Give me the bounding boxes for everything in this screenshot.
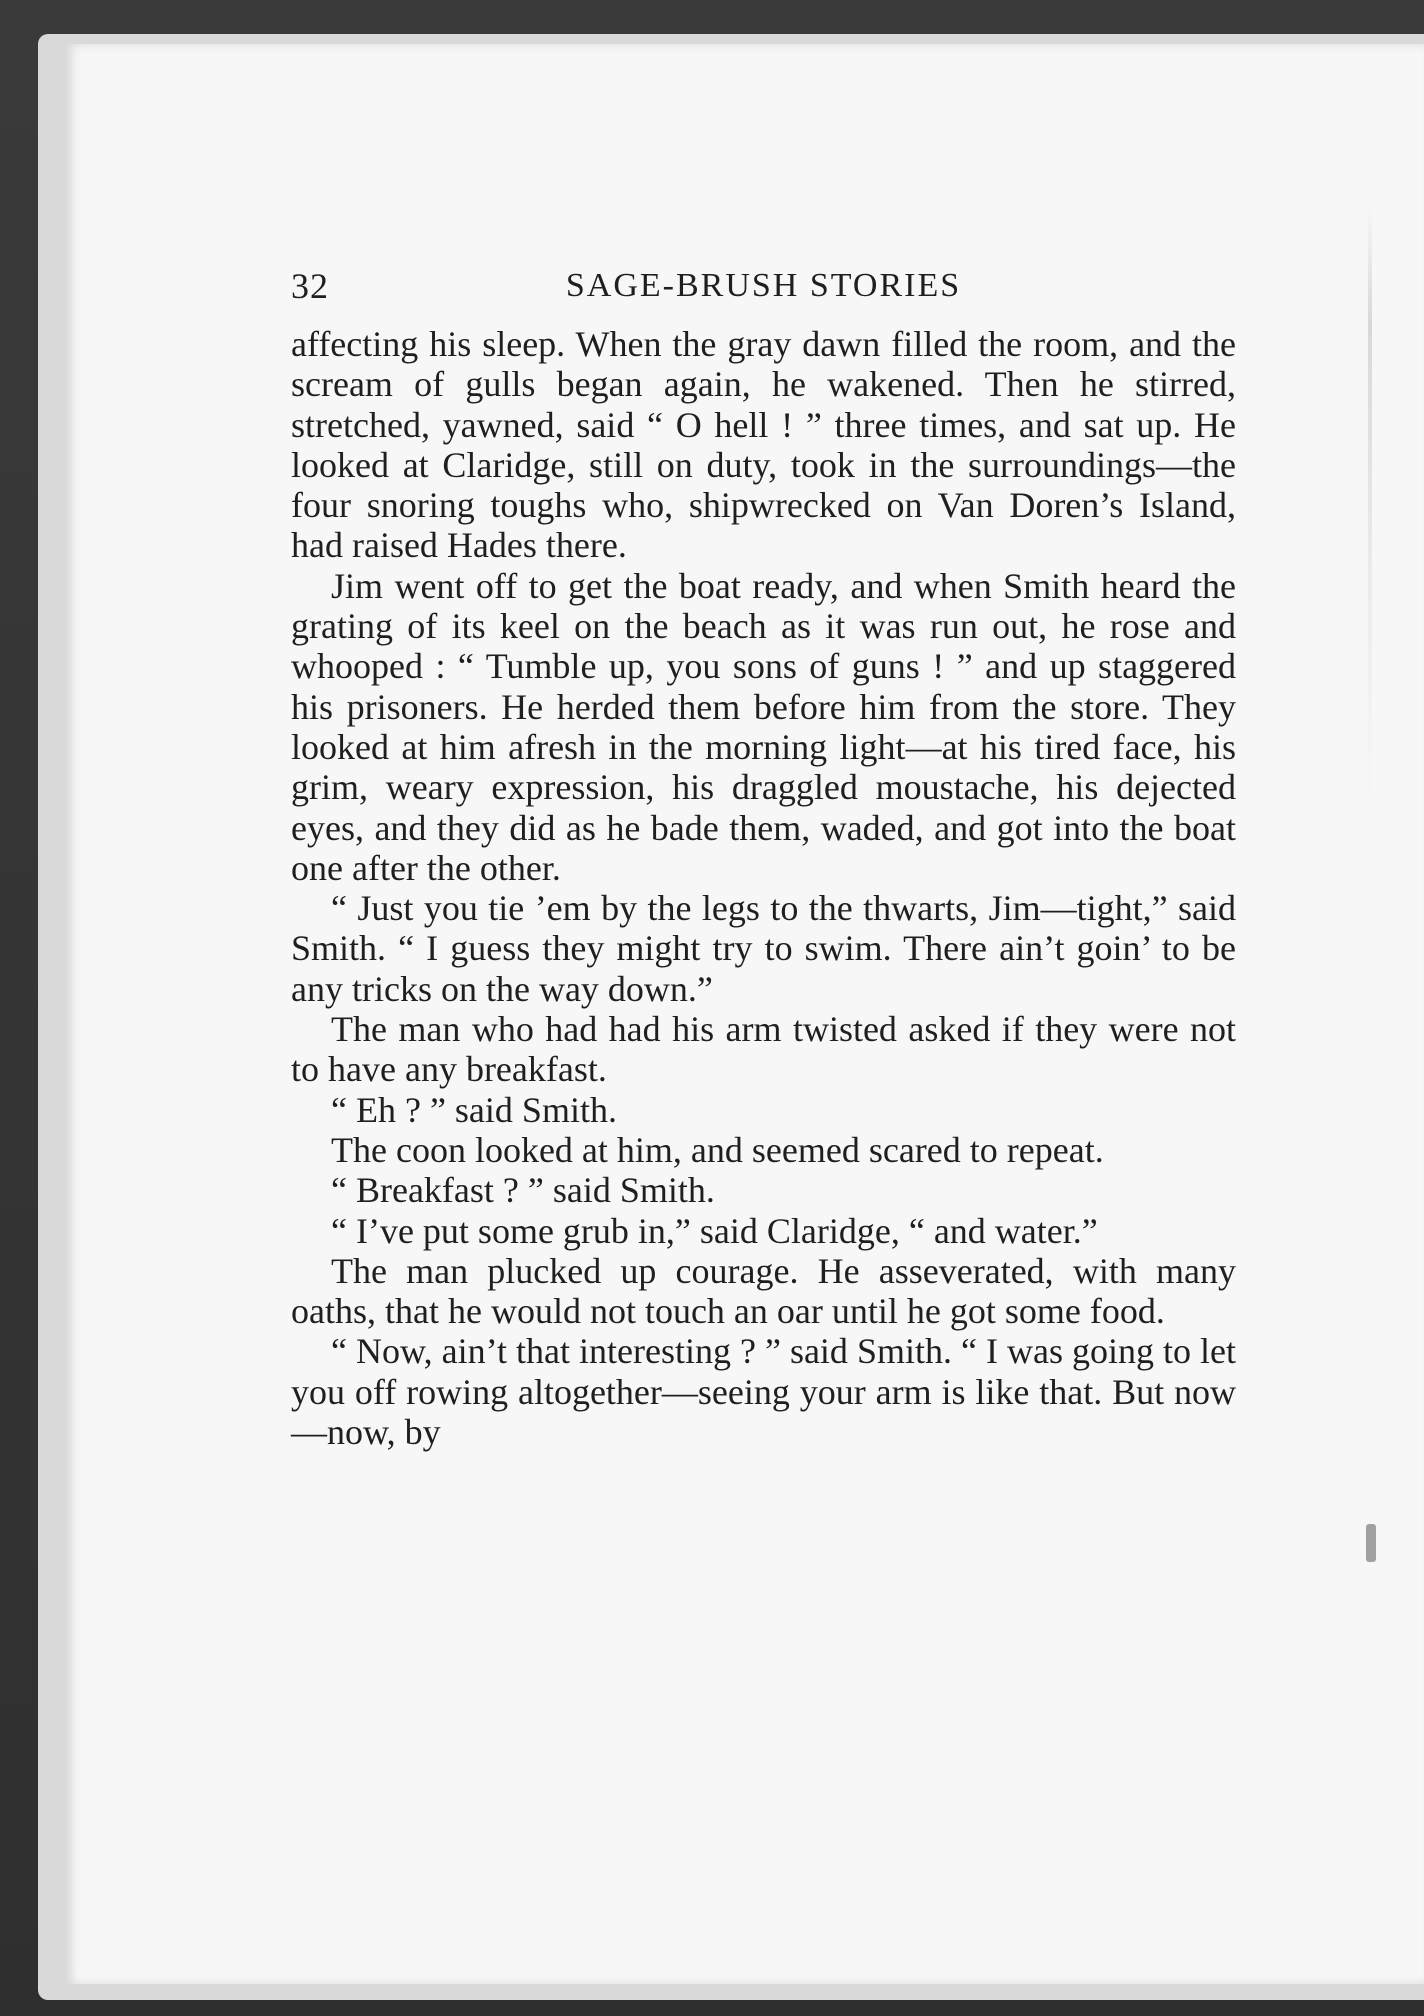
paragraph-2: Jim went off to get the boat ready, and when Smith heard the grating of its keel on the beach as it was run out, he rose and whooped : “ Tumble up, you sons of guns ! ” and up staggered his prisoners. He herded them before him from the store. They looked at him afresh in the morning light—at his tired face, his grim, weary expression, his draggled moustache, his dejected eyes, and they did as he bade them, waded, and got into the boat one after the other. <box>291 565 1236 888</box>
book-page <box>66 44 1424 1984</box>
page-content <box>291 248 1236 1452</box>
paragraph-8: “ I’ve put some grub in,” said Claridge, “ and water.” <box>331 1210 1098 1251</box>
running-title: SAGE-BRUSH STORIES <box>565 267 962 304</box>
paragraph-7: “ Breakfast ? ” said Smith. <box>331 1170 715 1211</box>
paragraph-10: “ Now, ain’t that interesting ? ” said Smith. “ I was going to let you off rowing altogether—seeing your arm is like that. But now—now, by <box>291 1331 1236 1453</box>
paragraph-4: The man who had had his arm twisted asked if they were not to have any breakfast. <box>291 1009 1236 1090</box>
paragraph-5: “ Eh ? ” said Smith. <box>331 1089 617 1130</box>
page-mark <box>1366 1524 1376 1562</box>
paragraph-3: “ Just you tie ’em by the legs to the thwarts, Jim—tight,” said Smith. “ I guess they might try to swim. There ain’t goin’ to be any tricks on the way down.” <box>291 888 1236 1009</box>
paragraph-6: The coon looked at him, and seemed scared to repeat. <box>331 1129 1104 1170</box>
paragraph-9: The man plucked up courage. He asseverated, with many oaths, that he would not touch an oar until he got some food. <box>291 1250 1236 1332</box>
paragraph-1: affecting his sleep. When the gray dawn filled the room, and the scream of gulls began again, he wakened. Then he stirred, stretched, yawned, said “ O hell ! ” three times, and sat up. He looked at Claridge, still on duty, took in the surroundings—the four snoring toughs who, shipwrecked on Van Doren’s Island, had raised Hades there. <box>291 324 1236 566</box>
body-text <box>291 324 1236 1452</box>
gutter-shadow <box>1368 204 1372 804</box>
running-head <box>291 248 1236 324</box>
page-number: 32 <box>291 266 329 306</box>
